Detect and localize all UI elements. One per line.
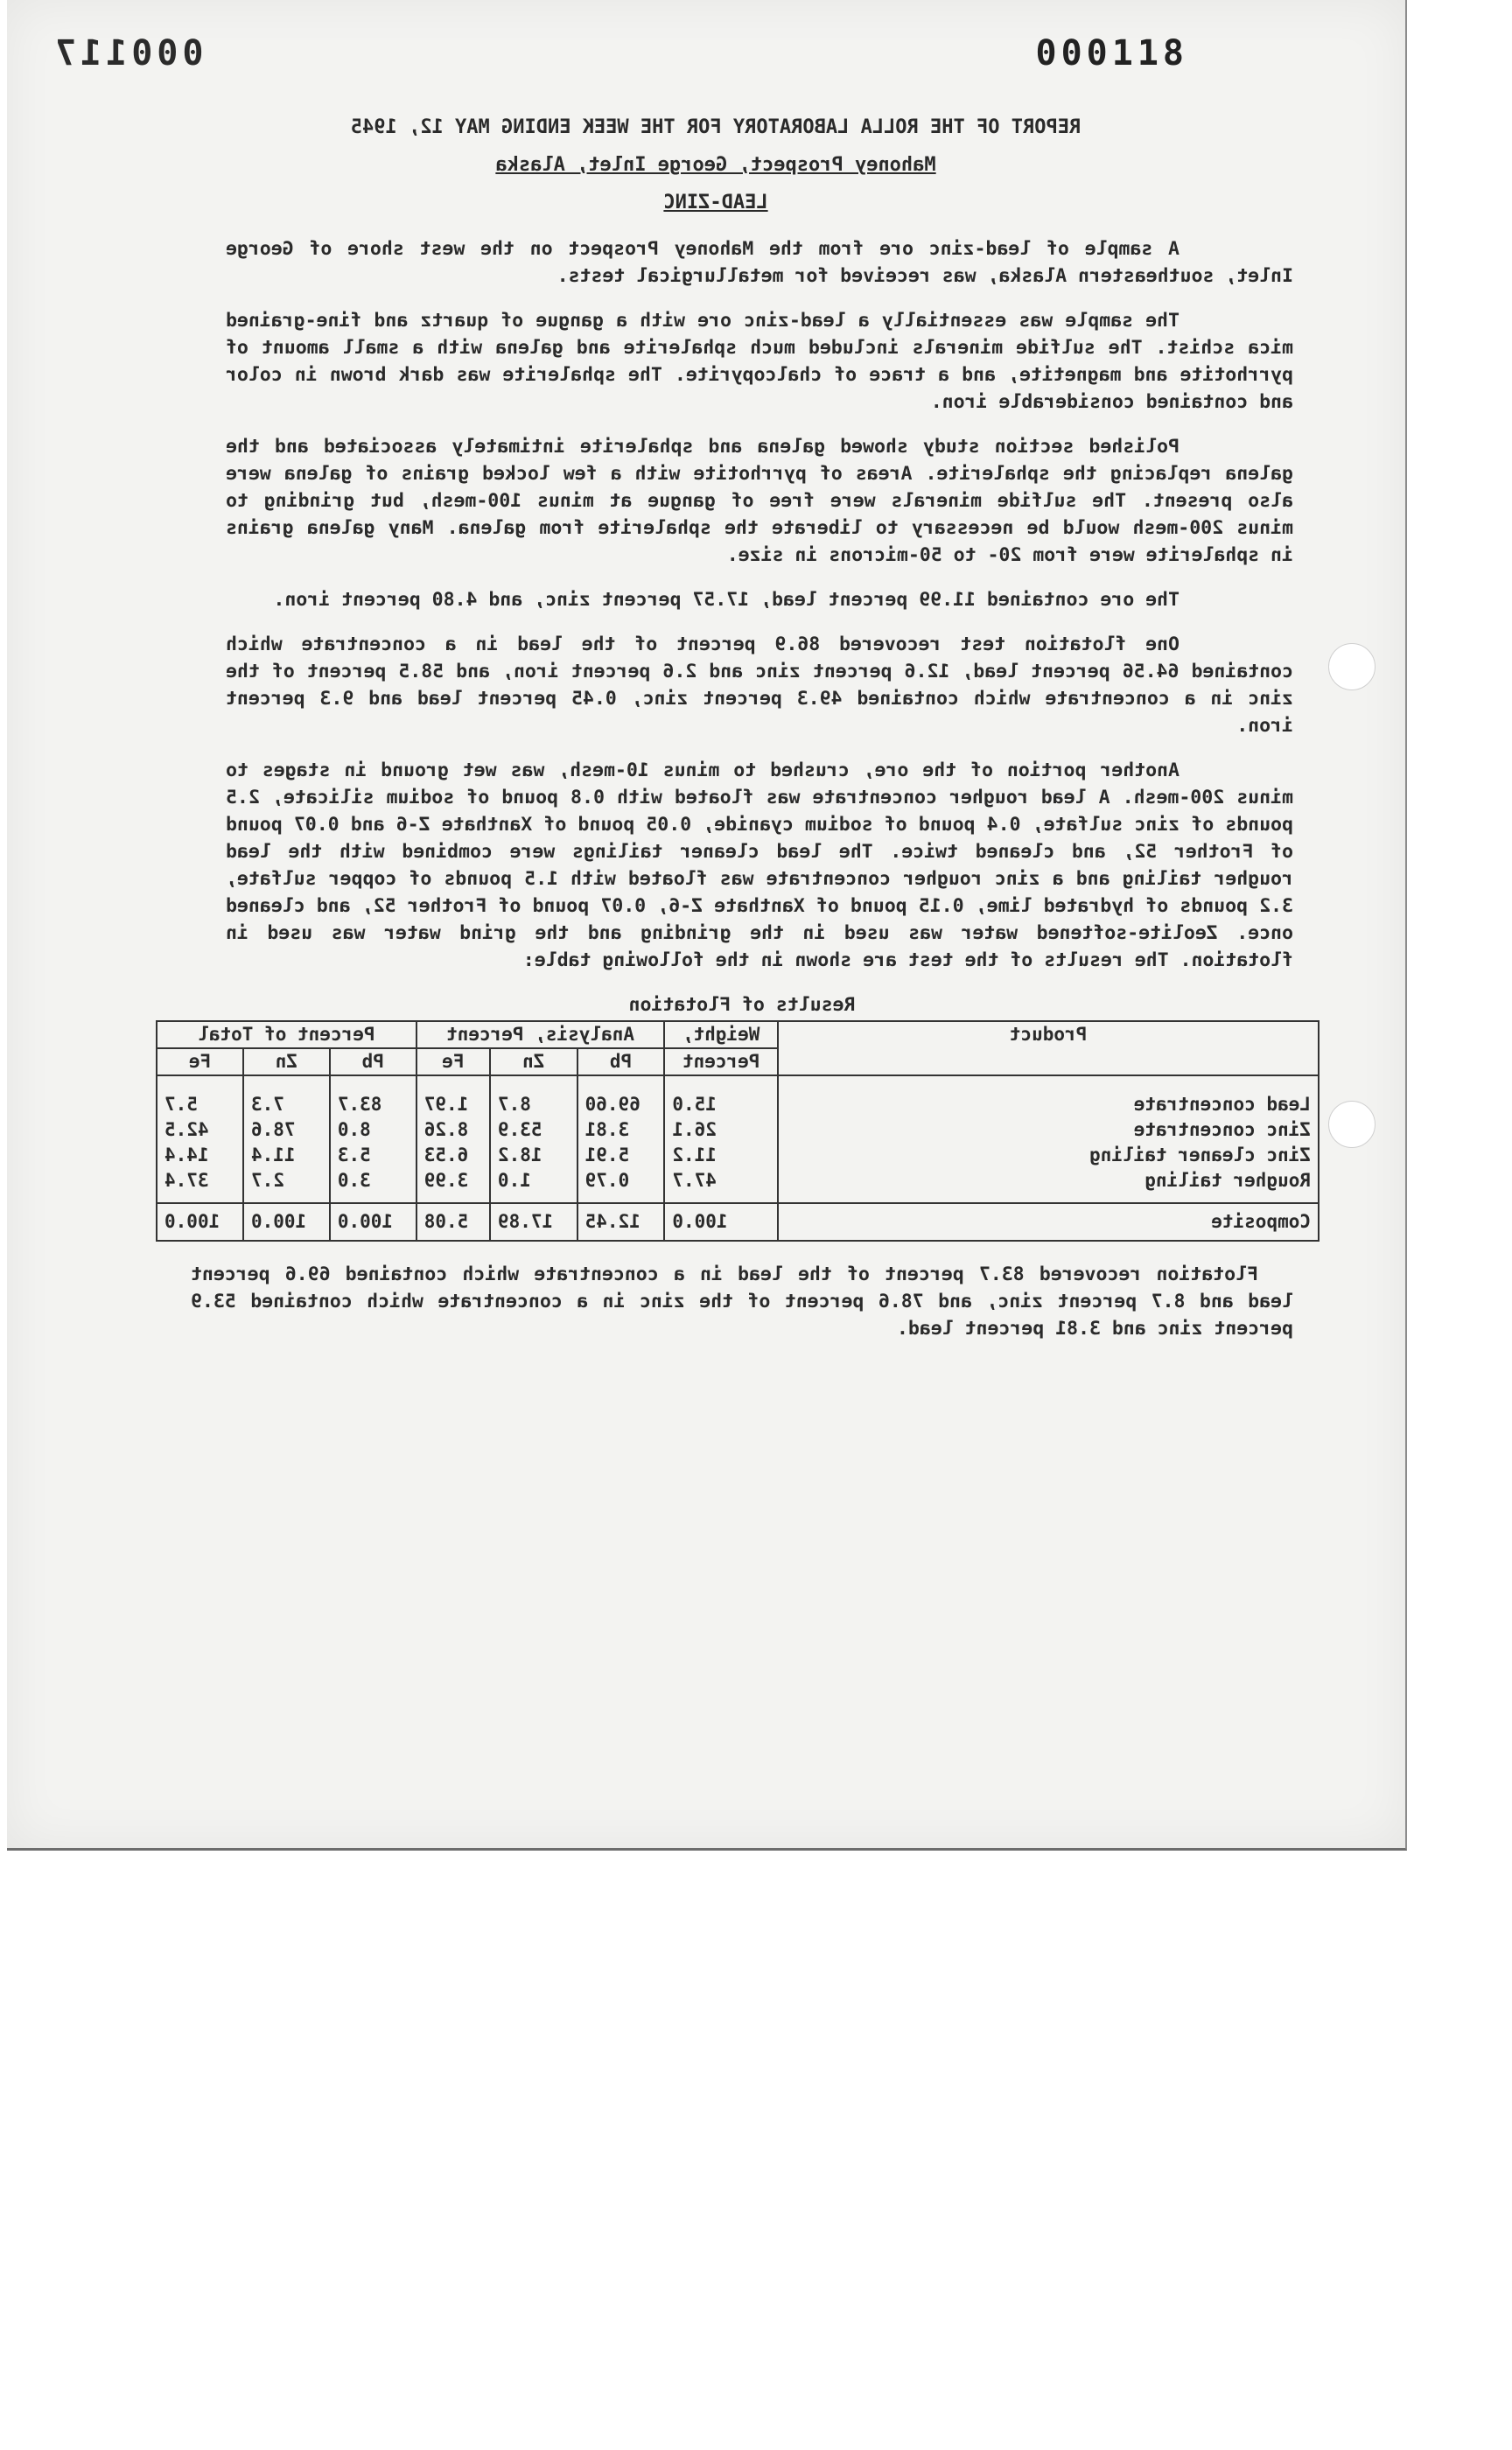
weight-value: 47.7	[672, 1170, 717, 1191]
table-header-row	[157, 1021, 1319, 1048]
header-weight-top: Weight,	[664, 1021, 778, 1048]
header-pb: Pb	[330, 1048, 416, 1075]
composite-zn: 17.89	[490, 1203, 578, 1241]
composite-weight: 100.0	[664, 1203, 778, 1241]
dist-zn-value: 7.3	[250, 1094, 284, 1115]
analysis-fe-value: 8.26	[424, 1119, 469, 1140]
dist-pb-value: 5.3	[337, 1144, 371, 1166]
paragraph: A sample of lead-zinc ore from the Mahoney Prospect on the west shore of George Inlet, southeastern Alaska, was received for metallurgical tests.	[226, 238, 1293, 287]
composite-dist-pb: 100.0	[330, 1203, 416, 1241]
product-name: Zinc concentrate	[1133, 1119, 1311, 1140]
analysis-pb-cell	[578, 1075, 665, 1203]
binder-hole	[1328, 1101, 1376, 1148]
header-distribution: Percent of Total	[157, 1021, 416, 1048]
weight-value: 26.1	[672, 1119, 717, 1140]
analysis-zn-value: 18.2	[497, 1144, 542, 1166]
dist-pb-value: 83.7	[337, 1094, 382, 1115]
composite-dist-zn: 100.0	[243, 1203, 330, 1241]
dist-fe-cell	[157, 1075, 243, 1203]
analysis-zn-value: 53.9	[497, 1119, 542, 1140]
product-cell	[778, 1075, 1319, 1203]
weight-value: 11.2	[672, 1144, 717, 1166]
dist-fe-value: 42.5	[164, 1119, 209, 1140]
analysis-zn-cell	[490, 1075, 578, 1203]
document-sheet	[7, 0, 1407, 1851]
composite-label: Composite	[778, 1203, 1319, 1241]
dist-zn-cell	[243, 1075, 330, 1203]
paragraph: The ore contained 11.99 percent lead, 17.57 percent zinc, and 4.80 percent iron.	[273, 589, 1180, 611]
header-fe: Fe	[416, 1048, 490, 1075]
composite-dist-fe: 100.0	[157, 1203, 243, 1241]
header-weight-bottom: Percent	[664, 1048, 778, 1075]
header-product: Product	[778, 1021, 1319, 1075]
dist-zn-value: 78.6	[250, 1119, 296, 1140]
product-name: Zinc cleaner tailing	[1089, 1144, 1311, 1166]
analysis-fe-value: 6.53	[424, 1144, 469, 1166]
analysis-pb-value: 69.60	[584, 1094, 640, 1115]
analysis-zn-value: 8.7	[497, 1094, 531, 1115]
analysis-pb-value: 0.79	[584, 1170, 630, 1191]
dist-fe-value: 37.4	[164, 1170, 209, 1191]
analysis-fe-value: 3.99	[424, 1170, 469, 1191]
bleed-through-page-number: 000117	[51, 33, 204, 74]
paragraph: Another portion of the ore, crushed to minus 10-mesh, was wet ground in stages to minus 200-mesh. A lead rougher concentrate was floated with 0.8 pound of sodium silicate, 2.5 pounds of zinc sulfate, 0.4 pound of sodium cyanide, 0.05 pound of Xanthate Z-6 and 0.07 pound of Frother 52, and cleaned twice. The lead cleaner tailings were combined with the lead rougher tailing and a zinc rougher concentrate was floated with 1.5 pounds of copper sulfate, 3.2 pounds of hydrated lime, 0.15 pound of Xanthate Z-6, 0.07 pound of Frother 52, and cleaned once. Zeolite-softened water was used in the grinding and the grind water was used in flotation. The results of the test are shown in the following table:	[226, 760, 1293, 971]
dist-fe-value: 14.4	[164, 1144, 209, 1166]
header-fe: Fe	[157, 1048, 243, 1075]
dist-fe-value: 5.7	[164, 1094, 198, 1115]
table-composite-row	[157, 1203, 1319, 1241]
product-name: Lead concentrate	[1133, 1094, 1311, 1115]
weight-cell	[664, 1075, 778, 1203]
dist-zn-value: 11.4	[250, 1144, 296, 1166]
analysis-pb-value: 3.81	[584, 1119, 630, 1140]
results-table	[156, 1020, 1320, 1242]
composite-pb: 12.45	[578, 1203, 665, 1241]
dist-pb-value: 3.0	[337, 1170, 371, 1191]
analysis-fe-cell	[416, 1075, 490, 1203]
mirrored-report-text	[112, 114, 1320, 1342]
dist-zn-value: 2.7	[250, 1170, 284, 1191]
composite-fe: 5.08	[416, 1203, 490, 1241]
dist-pb-cell	[330, 1075, 416, 1203]
table-title: Results of Flotation	[628, 994, 856, 1016]
header-zn: Zn	[490, 1048, 578, 1075]
header-pb: Pb	[578, 1048, 665, 1075]
paragraph: One flotation test recovered 86.9 percent of the lead in a concentrate which contained 64.56 percent lead, 12.6 percent zinc and 2.6 percent iron, and 58.5 percent of the zinc in a concentrate which contained 49.3 percent zinc, 0.45 percent lead and 9.3 percent iron.	[226, 634, 1293, 737]
report-title: REPORT OF THE ROLLA LABORATORY FOR THE WEEK ENDING MAY 12, 1945	[350, 116, 1082, 138]
table-data-row	[157, 1075, 1319, 1203]
product-name: Rougher tailing	[1144, 1170, 1311, 1191]
paragraph: The sample was essentially a lead-zinc ore with a gangue of quartz and fine-grained mica schist. The sulfide minerals included much sphalerite and galena with a small amount of pyrrhotite and magnetite, and a trace of chalcopyrite. The sphalerite was dark brown in color and contained considerable iron.	[226, 310, 1293, 413]
header-analysis: Analysis, Percent	[416, 1021, 665, 1048]
section-heading: LEAD-ZINC	[663, 192, 768, 214]
weight-value: 15.0	[672, 1094, 717, 1115]
analysis-pb-value: 5.91	[584, 1144, 630, 1166]
report-subtitle: Mahoney Prospect, George Inlet, Alaska	[495, 154, 936, 176]
paragraph: Polished section study showed galena and sphalerite intimately associated and the galena replacing the sphalerite. Areas of pyrrhotite with a few locked grains of galena were also present. The sulfide minerals were free of gangue at minus 100-mesh, but grinding to minus 200-mesh would be necessary to liberate the sphalerite from galena. Many galena grains in sphalerite were from 20- to 50-microns in size.	[226, 436, 1293, 566]
analysis-fe-value: 1.97	[424, 1094, 469, 1115]
dist-pb-value: 8.0	[337, 1119, 371, 1140]
page-number: 000118	[1035, 33, 1188, 74]
analysis-zn-value: 1.0	[497, 1170, 531, 1191]
closing-paragraph: Flotation recovered 83.7 percent of the lead in a concentrate which contained 69.6 percent lead and 8.7 percent zinc, and 78.6 percent of the zinc in a concentrate which contained 53.9 percent zinc and 3.81 percent lead.	[191, 1264, 1293, 1340]
binder-hole	[1328, 643, 1376, 690]
header-zn: Zn	[243, 1048, 330, 1075]
